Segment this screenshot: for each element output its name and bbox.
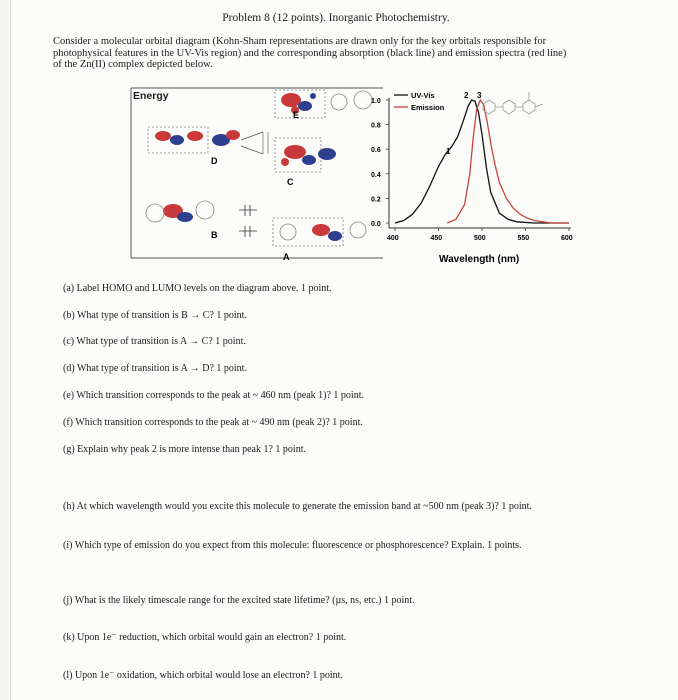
x-ticks — [387, 228, 573, 242]
uvvis-series-line — [395, 100, 569, 223]
y-tick-label: 0.6 — [371, 147, 381, 155]
question-f: (f) Which transition corresponds to the peak at ~ 490 nm (peak 2)? 1 point. — [63, 417, 363, 428]
question-e: (e) Which transition corresponds to the peak at ~ 460 nm (peak 1)? 1 point. — [63, 390, 364, 401]
y-tick-label: 0.8 — [371, 122, 381, 130]
question-d: (d) What type of transition is A → D? 1 point. — [63, 363, 247, 374]
orbital-d-drawing — [148, 127, 240, 153]
question-a: (a) Label HOMO and LUMO levels on the diagram above. 1 point. — [63, 283, 332, 294]
question-i: (i) Which type of emission do you expect from this molecule: fluorescence or phosphorescence? Explain. 1 points. — [63, 540, 522, 551]
y-tick-label: 1.0 — [371, 98, 381, 105]
intro-line: Consider a molecular orbital diagram (Kohn-Sham representations are drawn only for the key orbitals responsible for — [53, 36, 547, 47]
question-l: (l) Upon 1e⁻ oxidation, which orbital would lose an electron? 1 point. — [63, 670, 343, 681]
problem-intro — [53, 36, 653, 71]
y-tick-label: 0.2 — [371, 196, 381, 204]
question-k: (k) Upon 1e⁻ reduction, which orbital would gain an electron? 1 point. — [63, 632, 347, 643]
peak-label-3: 3 — [477, 91, 482, 100]
intro-line: of the Zn(II) complex depicted below. — [53, 59, 213, 70]
intro-line: photophysical features in the UV-Vis region) and the corresponding absorption (black line) and emission spectra (red line) — [53, 47, 567, 59]
question-h: (h) At which wavelength would you excite this molecule to generate the emission band at ~500 nm (peak 3)? 1 point. — [63, 501, 532, 512]
peak-label-1: 1 — [446, 147, 451, 156]
orbital-e-drawing — [275, 90, 372, 118]
figure-svg — [123, 80, 573, 270]
orbital-label-a: A — [283, 252, 290, 262]
orbital-label-c: C — [287, 177, 294, 187]
molecule-sketch — [483, 92, 543, 114]
orbital-label-e: E — [293, 110, 300, 120]
x-tick-label: 400 — [387, 235, 399, 242]
question-c: (c) What type of transition is A → C? 1 point. — [63, 336, 246, 347]
y-tick-label: 0.4 — [371, 171, 381, 179]
orbital-b-drawing — [146, 201, 214, 222]
peak-label-2: 2 — [464, 91, 469, 100]
orbital-label-d: D — [211, 156, 218, 166]
question-j: (j) What is the likely timescale range for the excited state lifetime? (µs, ns, etc.) 1 point. — [63, 595, 415, 606]
x-axis-label: Wavelength (nm) — [439, 254, 520, 265]
y-ticks — [371, 98, 389, 228]
figure-panel — [123, 80, 573, 270]
orbital-a-drawing — [273, 218, 366, 246]
electron-pairs — [239, 205, 257, 237]
orbital-c-drawing — [275, 138, 336, 172]
x-tick-label: 450 — [430, 235, 443, 242]
legend-uvvis: UV-Vis — [411, 91, 435, 100]
x-tick-label: 600 — [561, 235, 573, 242]
legend-emission: Emission — [411, 103, 445, 112]
x-tick-label: 500 — [474, 235, 486, 242]
y-tick-label: 0.0 — [371, 221, 381, 228]
orbital-label-b: B — [211, 230, 218, 240]
problem-title: Problem 8 (12 points). Inorganic Photochemistry. — [222, 12, 450, 24]
question-g: (g) Explain why peak 2 is more intense than peak 1? 1 point. — [63, 444, 306, 455]
exam-page — [10, 0, 678, 700]
question-b: (b) What type of transition is B → C? 1 point. — [63, 310, 247, 321]
spectrum-plot — [371, 91, 573, 265]
x-tick-label: 550 — [517, 235, 530, 242]
energy-axis-label: Energy — [133, 90, 169, 102]
emission-series-line — [447, 100, 569, 223]
